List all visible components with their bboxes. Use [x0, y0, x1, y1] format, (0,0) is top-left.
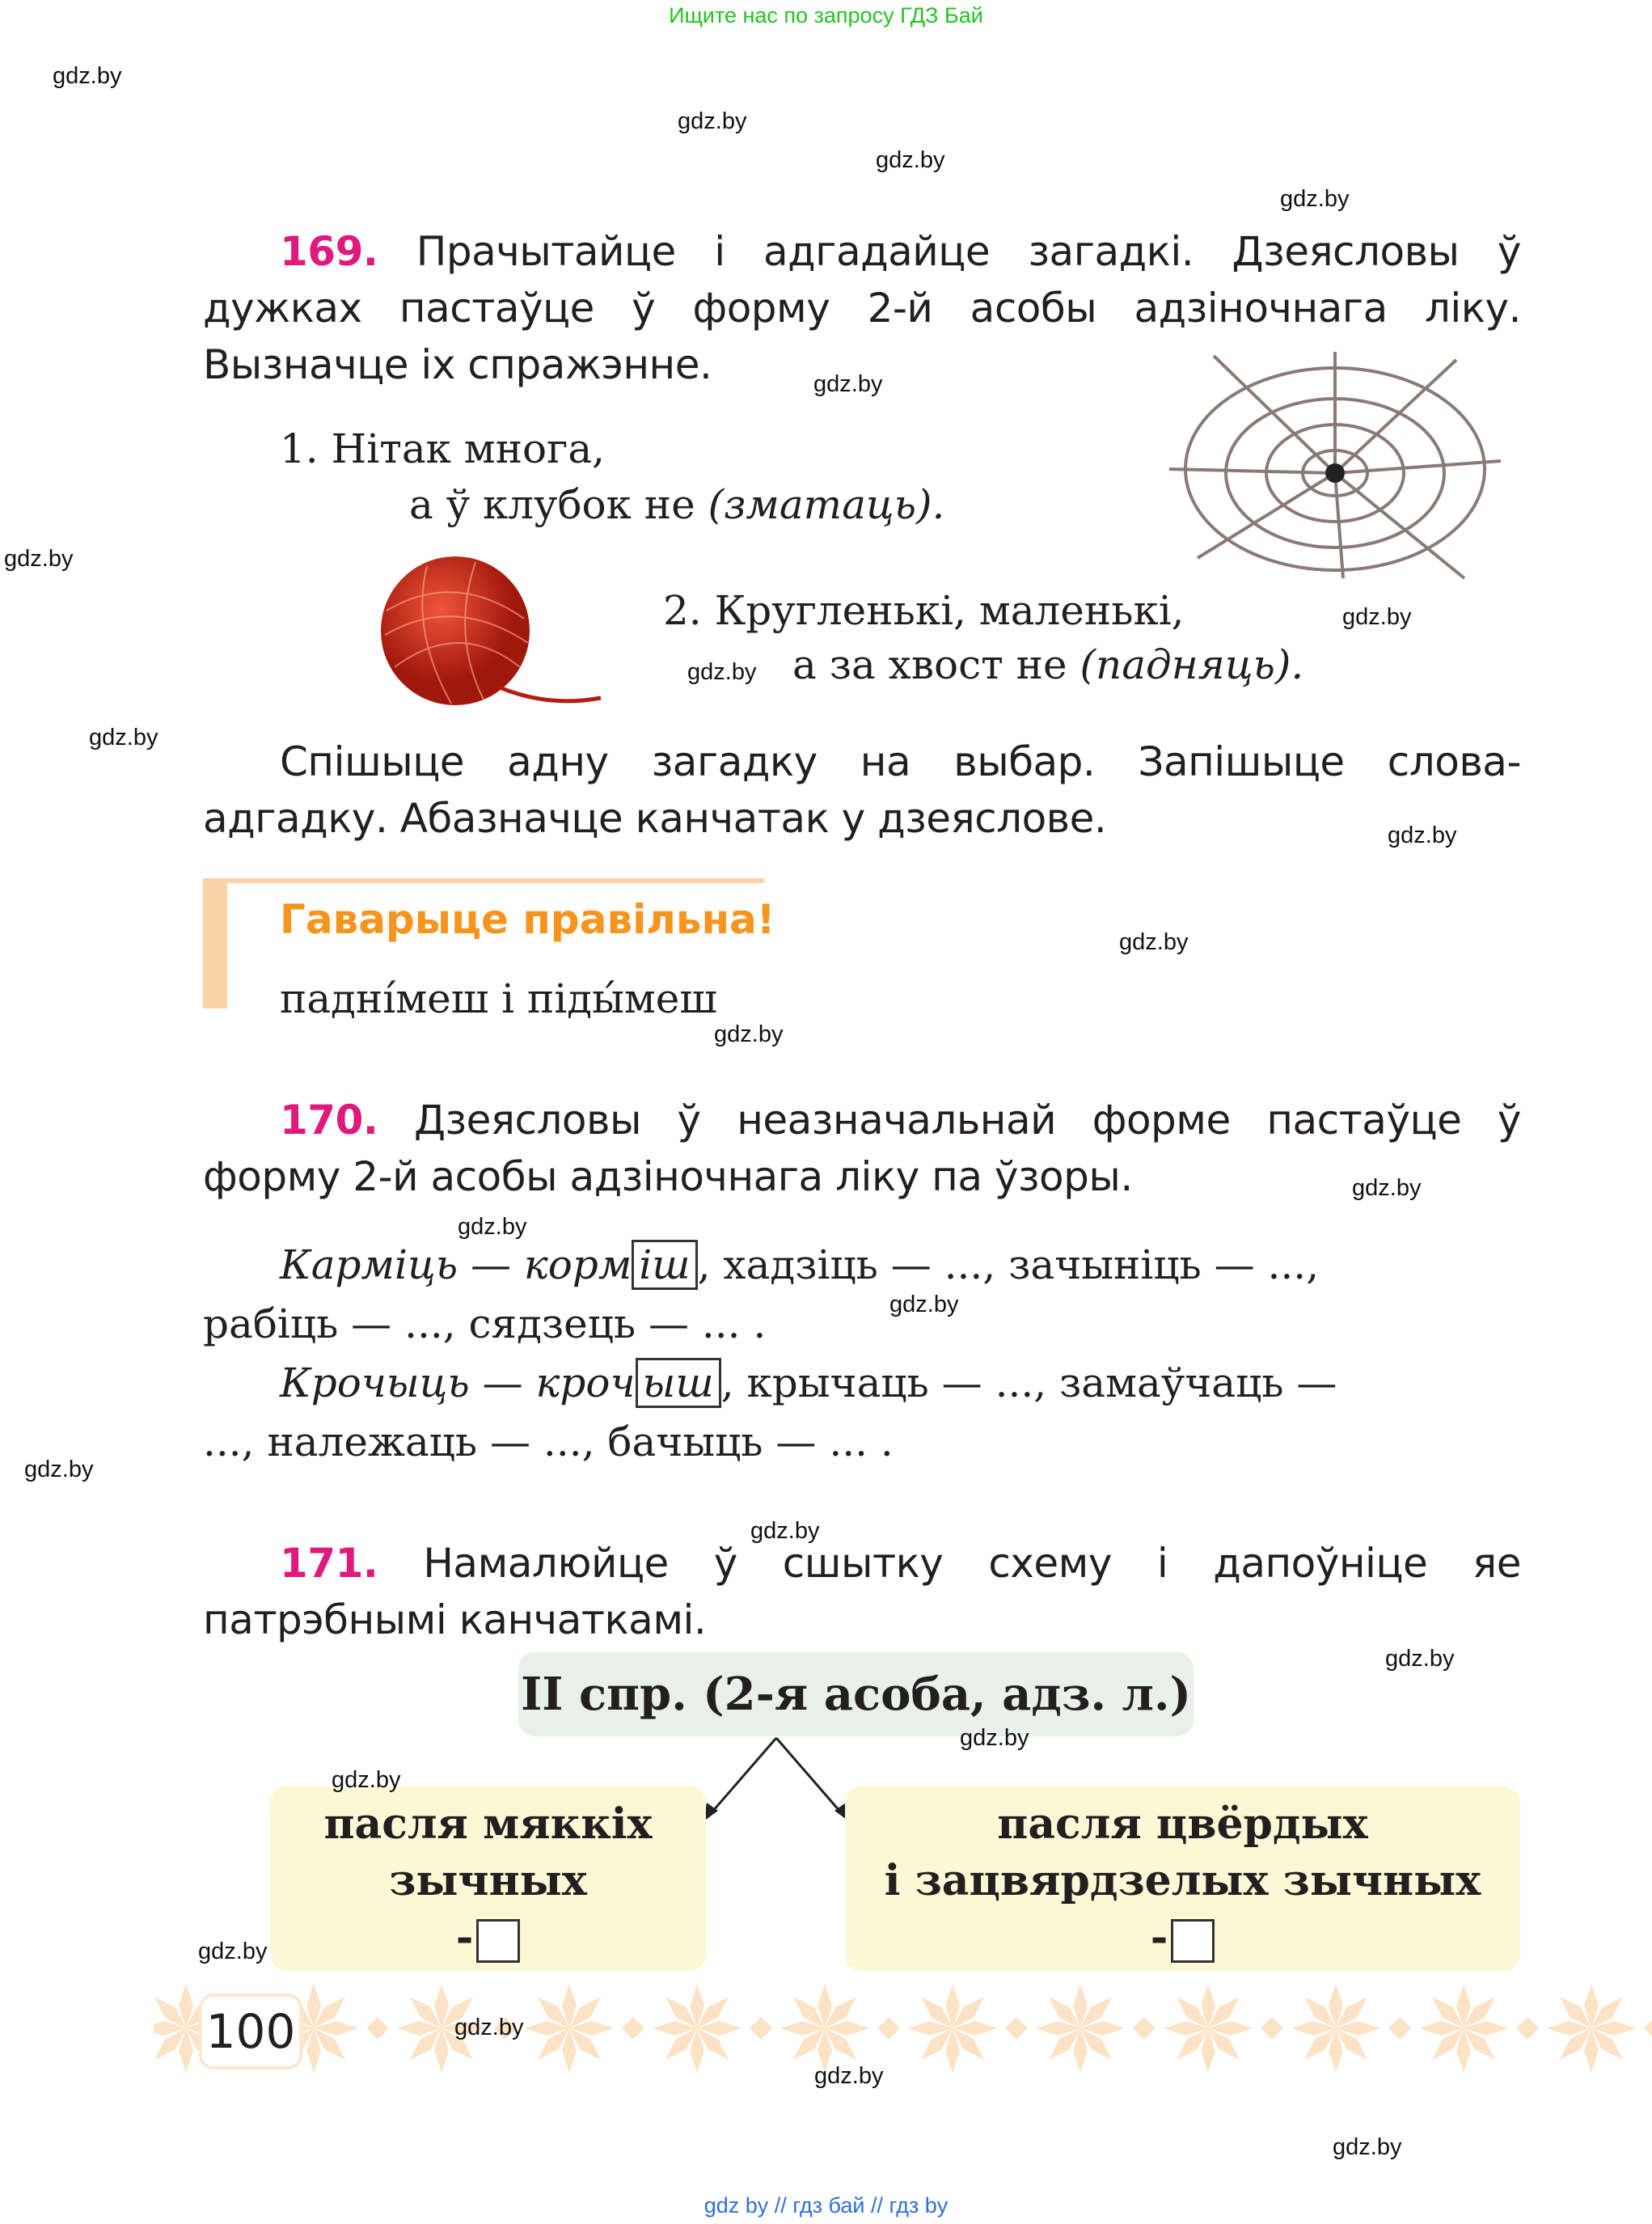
watermark: gdz.by — [814, 2063, 884, 2089]
speak-correctly-title: Гаварыце правільна! — [280, 896, 775, 943]
exercise-number: 171. — [280, 1540, 378, 1587]
ornament-star — [1291, 1984, 1380, 2073]
example-line-1 — [280, 1237, 1521, 1293]
riddle-verb: (зматаць). — [708, 481, 945, 528]
ornament-star — [780, 1984, 869, 2073]
box-label: зычных — [389, 1856, 587, 1905]
divider — [203, 878, 764, 883]
ornament-star — [1164, 1984, 1253, 2073]
watermark: gdz.by — [24, 1457, 94, 1482]
ornament-diamond — [1005, 2017, 1028, 2040]
task-text: , крычаць — ..., замаўчаць — — [720, 1359, 1337, 1406]
riddle-verb: (падняць). — [1080, 641, 1304, 688]
watermark: gdz.by — [687, 659, 757, 685]
scheme-title-box: II спр. (2-я асоба, адз. л.) — [518, 1652, 1194, 1736]
example-text: Крочыць — кроч — [280, 1359, 636, 1406]
watermark: gdz.by — [876, 147, 945, 173]
watermark: gdz.by — [1119, 929, 1189, 955]
ornament-star — [1547, 1984, 1636, 2073]
watermark: gdz.by — [1352, 1175, 1422, 1201]
watermark: gdz.by — [53, 63, 122, 89]
side-bar — [203, 881, 227, 1008]
dash: - — [455, 1913, 474, 1962]
hard-consonants-box — [845, 1786, 1520, 1971]
ornament-diamond — [494, 2017, 517, 2040]
watermark: gdz.by — [889, 1292, 959, 1317]
ornament-star — [397, 1984, 486, 2073]
ornament-star — [908, 1984, 997, 2073]
ornament-diamond — [1644, 2017, 1652, 2040]
watermark: gdz.by — [332, 1767, 401, 1793]
example-line-3 — [280, 1355, 1337, 1411]
exercise-170-text — [203, 1092, 1521, 1205]
watermark: gdz.by — [4, 546, 74, 572]
riddle-text: а за хвост не — [792, 641, 1080, 688]
riddle-1-line-2 — [409, 476, 944, 533]
exercise-number: 169. — [280, 228, 378, 275]
soft-consonants-box — [270, 1786, 706, 1971]
riddle-2-line-1: 2. Кругленькі, маленькі, — [663, 587, 1185, 634]
ending-slot-row — [270, 1909, 706, 1966]
ornament-star — [653, 1984, 741, 2073]
ornament-star — [525, 1984, 614, 2073]
example-line-4: ..., належаць — ..., бачыць — ... . — [203, 1419, 894, 1465]
ornament-star — [1419, 1984, 1508, 2073]
watermark: gdz.by — [678, 108, 747, 134]
ornament-diamond — [1516, 2017, 1539, 2040]
watermark: gdz.by — [1342, 604, 1412, 630]
exercise-169-task: Спішыце адну загадку на выбар. Запішыце слова-адгадку. Абазначце канчатак у дзеяслове. — [203, 738, 1521, 842]
footer-links[interactable]: gdz by // гдз бай // гдз by — [703, 2193, 949, 2218]
riddle-1-line-1: 1. Нітак многа, — [280, 425, 606, 472]
ornament-band — [154, 1982, 1652, 2075]
watermark: gdz.by — [1280, 186, 1350, 212]
exercise-171-text — [203, 1535, 1521, 1648]
watermark: gdz.by — [750, 1518, 820, 1544]
watermark: gdz.by — [1388, 822, 1457, 848]
exercise-instruction: Намалюйце ў сшытку схему і дапоўніце яе патрэбнымі канчаткамі. — [203, 1540, 1521, 1643]
dash: - — [1150, 1913, 1168, 1962]
exercise-instruction: Дзеясловы ў неазначальнай форме пастаўце ў форму 2-й асобы адзіночнага ліку па ўзоры. — [203, 1097, 1521, 1200]
ornament-diamond — [366, 2017, 389, 2040]
watermark: gdz.by — [960, 1725, 1029, 1751]
box-label: пасля мяккіх — [323, 1799, 653, 1849]
ending-slot — [1171, 1919, 1215, 1963]
watermark: gdz.by — [89, 725, 158, 750]
watermark: gdz.by — [1333, 2134, 1402, 2160]
speak-correctly-text: падні́меш і піды́меш — [280, 975, 717, 1022]
ending-slot — [476, 1919, 520, 1963]
riddle-text: а ў клубок не — [409, 481, 708, 528]
exercise-instruction: Прачытайце і адгадайце загадкі. Дзеясловы ў дужках пастаўце ў форму 2-й асобы адзіночнага ліку. Вызначце іх спражэнне. — [203, 228, 1521, 388]
watermark: gdz.by — [458, 1214, 527, 1240]
ornament-diamond — [1261, 2017, 1283, 2040]
spider-web-image — [1165, 348, 1506, 582]
ornament-diamond — [1133, 2017, 1156, 2040]
ending-slot-row — [845, 1909, 1520, 1966]
ornament-diamond — [622, 2017, 644, 2040]
box-label: пасля цвёрдых — [997, 1799, 1368, 1849]
ornament-diamond — [1388, 2017, 1411, 2040]
watermark: gdz.by — [198, 1939, 268, 1964]
yarn-ball-image — [362, 554, 605, 712]
example-line-2: рабіць — ..., сядзець — ... . — [203, 1300, 767, 1347]
riddle-2-line-2 — [792, 636, 1303, 693]
ending-box: ыш — [636, 1358, 721, 1408]
ornament-diamond — [750, 2017, 772, 2040]
ending-box: іш — [632, 1240, 697, 1290]
box-label: і зацвярдзелых зычных — [884, 1856, 1481, 1905]
ornament-star — [1036, 1984, 1125, 2073]
task-text: , хадзіць — ..., зачыніць — ..., — [697, 1241, 1320, 1288]
header-search-link[interactable]: Ищите нас по запросу ГДЗ Бай — [669, 3, 983, 27]
scheme-arrows — [695, 1736, 857, 1821]
page-number: 100 — [199, 1994, 302, 2070]
example-text: Карміць — корм — [280, 1241, 632, 1288]
watermark: gdz.by — [813, 371, 883, 397]
exercise-number: 170. — [280, 1097, 378, 1144]
ornament-diamond — [877, 2017, 900, 2040]
watermark: gdz.by — [454, 2015, 524, 2040]
watermark: gdz.by — [714, 1021, 784, 1047]
watermark: gdz.by — [1385, 1646, 1455, 1672]
